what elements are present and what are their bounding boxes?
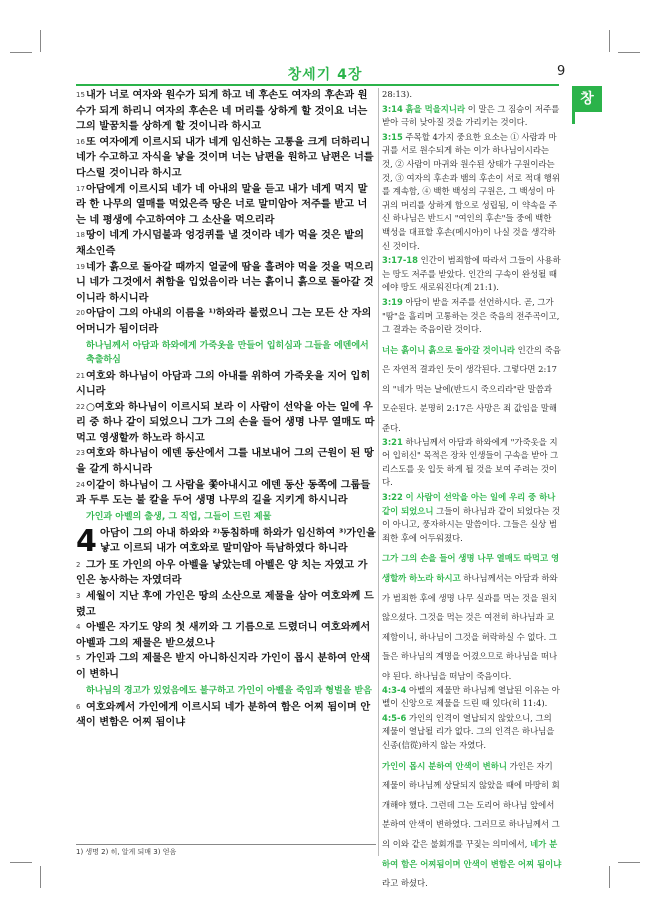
note-text: 가인의 인격이 열납되지 않았으니, 그의 제물이 열납될 리가 없다. 그의 인격은 하나님을 신종(信從)하지 않는 자였다. (382, 712, 555, 750)
verse (76, 88, 376, 135)
verse (76, 306, 376, 337)
crop-mark (609, 30, 610, 52)
verse-text: 땅이 네게 가시덤불과 엉겅퀴를 낼 것이라 네가 먹을 것은 밭의 채소인즉 (76, 230, 364, 257)
note-reference: 3:15 (382, 131, 403, 142)
verse-text: 또 여자에게 이르시되 내가 네게 임신하는 고통을 크게 더하리니 네가 수고하고 자식을 낳을 것이며 너는 남편을 원하고 남편은 너를 다스릴 것이니라 하시고 (76, 136, 374, 179)
note-text: 28:13). (382, 89, 413, 99)
verse (76, 558, 376, 589)
commentary-note (382, 254, 562, 295)
note-highlight: 그가 그의 손을 들어 생명 나무 열매도 따먹고 영생할까 하노라 하시고 (382, 553, 560, 583)
verse-text: ○여호와 하나님이 이르시되 보라 이 사람이 선악을 아는 일에 우리 중 하나 같이 되었으니 그가 그의 손을 들어 생명 나무 열매도 따먹고 영생할까 하노라 하시고 (76, 401, 375, 444)
commentary-note (382, 296, 562, 337)
note-highlight: 흙을 먹을지니라 (405, 103, 466, 114)
commentary-note (382, 684, 562, 711)
side-tab-accent (572, 112, 575, 124)
section-heading: 하나님의 경고가 있었음에도 불구하고 가인이 아벨을 죽임과 형벌을 받음 (86, 685, 372, 696)
note-text: 인간이 범죄함에 따라서 그들이 사용하는 땅도 저주를 받았다. 인간의 구속이 완성될 때에야 땅도 새로워진다(계 21:1). (382, 255, 561, 293)
verse-number: 19 (76, 262, 85, 271)
column-divider (378, 88, 379, 856)
verse (76, 620, 376, 651)
verse-text: 세월이 지난 후에 가인은 땅의 소산으로 제물을 삼아 여호와께 드렸고 (76, 591, 374, 618)
note-highlight: 네가 분하여 함은 어찌됨이며 안색이 변함은 어찌 됨이냐 (382, 838, 562, 869)
commentary-note (382, 553, 559, 681)
verse (76, 400, 376, 447)
note-highlight: 이 사람이 선악을 아는 일에 우리 중 하나 같이 되었으니 (382, 492, 556, 516)
verse (76, 369, 376, 400)
crop-mark (10, 52, 32, 53)
verse (76, 228, 376, 259)
note-highlight: 가인이 몹시 분하여 안색이 변하니 (382, 760, 507, 771)
note-reference: 3:17-18 (382, 255, 418, 266)
note-text: 라고 하셨다. (382, 878, 428, 889)
book-side-tab: 창 (572, 86, 602, 112)
note-reference: 3:21 (382, 436, 403, 447)
verse-text: 내가 너로 여자와 원수가 되게 하고 네 후손도 여자의 후손과 원수가 되게 하리니 여자의 후손은 네 머리를 상하게 할 것이요 너는 그의 발꿈치를 상하게 할 것이니라 하시고 (76, 90, 368, 133)
note-highlight: 너는 흙이니 흙으로 돌아갈 것이니라 (382, 344, 516, 355)
verse-number: 21 (76, 371, 85, 380)
crop-mark (40, 30, 41, 52)
note-reference: 4:3-4 (382, 684, 407, 695)
verse-text: 아담이 그의 아내 하와와 ²⁾동침하매 하와가 임신하여 ³⁾가인을 낳고 이르되 내가 여호와로 말미암아 득남하였다 하니라 (100, 527, 376, 555)
commentary-note (382, 88, 562, 102)
verse-text: 이같이 하나님이 그 사람을 쫓아내시고 에덴 동산 동쪽에 그룹들과 두루 도는 불 칼을 두어 생명 나무의 길을 지키게 하시니라 (76, 479, 371, 507)
footnote: 1) 생명 2) 히, 알게 되매 3) 얻음 (76, 844, 376, 857)
crop-mark (40, 866, 41, 888)
note-text: 아담이 받을 저주를 선언하시다. 곧, 그가 "땀"을 흘리며 고통하는 것은 죽음의 전주곡이고, 그 결과는 죽음이란 것이다. (382, 296, 560, 335)
commentary-column (382, 88, 562, 891)
verse-number: 18 (76, 231, 85, 240)
verse-number: 4 (76, 623, 81, 632)
note-text: 주목할 4가지 중요한 요소는 ① 사람과 마귀를 서로 원수되게 하는 이가 하나님이시라는 것, ② 사람이 마귀와 원수된 상태가 구원이라는 것, ③ 여자의 후손과 뱀의 후손이 서로 적대 행위를 계속함, ④ 백한 백성의 구원은, 그 백성이 마귀의 머리를 상하게 함으로 성립됨, 이 약속을 주신 하나님은 반드시 "여인의 후손"들 중에 백한 백성을 대표할 후손(메시아)이 나실 것을 생각하신 것이다. (382, 131, 560, 251)
note-text: 하나님께서는 아담과 하와가 범죄한 후에 생명 나무 실과를 먹는 것을 원치 않으셨다. 그것을 먹는 것은 여전히 하나님과 교제함이니, 하나님이 그것을 허락하실 수 없다. 그들은 하나님의 계명을 어겼으므로 하나님을 떠나야 된다. 하나님을 떠남이 죽음이다. (382, 573, 558, 681)
verse-text: 네가 흙으로 돌아갈 때까지 얼굴에 땀을 흘려야 먹을 것을 먹으리니 네가 그것에서 취함을 입었음이라 너는 흙이니 흙으로 돌아갈 것이니라 하시니라 (76, 261, 374, 304)
verse-number: 5 (76, 654, 81, 663)
crop-mark (618, 862, 640, 863)
section-heading: 하나님께서 아담과 하와에게 가죽옷을 만들어 입히심과 그들을 에덴에서 축출하심 (86, 340, 369, 365)
verse-number: 3 (76, 592, 81, 601)
scripture-column (76, 88, 376, 731)
verse-text: 아담에게 이르시되 네가 네 아내의 말을 듣고 내가 네게 먹지 말라 한 나무의 열매를 먹었은즉 땅은 너로 말미암아 저주를 받고 너는 네 평생에 수고하여야 그 소산을 먹으리라 (76, 183, 368, 226)
verse-number: 16 (76, 137, 85, 146)
note-reference: 4:5-6 (382, 712, 407, 723)
commentary-note (382, 345, 561, 433)
page-header (0, 64, 650, 86)
crop-mark (618, 52, 640, 53)
crop-mark (10, 862, 32, 863)
verse (76, 446, 376, 477)
verse (100, 526, 376, 557)
verse-text: 아벨은 자기도 양의 첫 새끼와 그 기름으로 드렸더니 여호와께서 아벨과 그의 제물은 받으셨으나 (76, 622, 371, 649)
commentary-note (382, 491, 562, 545)
verse-number: 2 (76, 560, 81, 569)
header-rule (76, 84, 559, 86)
verse-number: 22 (76, 402, 85, 411)
note-text: 하나님께서 아담과 하와에게 "가죽옷을 지어 입히신" 목적은 장차 인생들이 구속을 받아 그리스도를 옷 입듯 하게 될 것을 보여 주려는 것이다. (382, 436, 559, 488)
note-text: 가인은 자기 제물이 하나님께 상달되지 않았을 때에 마땅히 회개해야 했다. 그런데 그는 도리어 하나님 앞에서 분하여 안색이 변하였다. 그러므로 하나님께서 그의 이와 같은 불회개를 꾸짖는 의미에서, (382, 760, 560, 849)
commentary-note (382, 761, 560, 849)
crop-mark (609, 866, 610, 888)
verse-text: 여호와 하나님이 에덴 동산에서 그를 내보내어 그의 근원이 된 땅을 갈게 하시니라 (76, 448, 374, 476)
note-reference: 3:19 (382, 296, 403, 307)
chapter-number: 4 (76, 523, 97, 559)
commentary-note (382, 131, 562, 253)
page-number: 9 (557, 64, 566, 79)
verse-text: 가인과 그의 제물은 받지 아니하신지라 가인이 몹시 분하여 안색이 변하니 (76, 653, 371, 680)
note-text: 아벨의 제물만 하나님께 열납된 이유는 아벨이 신앙으로 제물을 드린 때 있다(히 11:4). (382, 684, 560, 709)
section-heading: 가인과 아벨의 출생, 그 직업, 그들이 드린 제물 (86, 511, 272, 522)
verse-number: 20 (76, 309, 85, 318)
note-text: 인간의 죽음은 자연적 결과인 듯이 생각된다. 그렇다면 2:17의 "네가 먹는 날에(반드시 죽으리라"란 말씀과 모순된다. 분명히 2:17은 사망은 죄 값임을 말해 준다. (382, 344, 561, 434)
verse (76, 182, 376, 229)
note-reference: 3:14 (382, 103, 403, 114)
verse-text: 아담이 그의 아내의 이름을 ¹⁾하와라 불렀으니 그는 모든 산 자의 어머니가 됨이더라 (76, 308, 372, 335)
commentary-note (382, 712, 562, 753)
note-text: 이 말은 그 짐승이 저주를 받아 극히 낮아질 것을 가리키는 것이다. (382, 103, 560, 128)
commentary-note (382, 436, 562, 490)
chapter-title: 창세기 4장 (287, 67, 363, 83)
verse-text: 여호와 하나님이 아담과 그의 아내를 위하여 가죽옷을 지어 입히시니라 (76, 370, 371, 398)
verse-number: 15 (76, 91, 85, 99)
verse (76, 478, 376, 509)
commentary-note (382, 103, 562, 130)
note-reference: 3:22 (382, 492, 403, 503)
verse-text: 그가 또 가인의 아우 아벨을 낳았는데 아벨은 양 치는 자였고 가인은 농사하는 자였더라 (76, 559, 368, 587)
verse-text: 여호와께서 가인에게 이르시되 네가 분하여 함은 어찌 됨이며 안색이 변함은 어찌 됨이냐 (76, 701, 371, 729)
verse-number: 24 (76, 480, 85, 489)
verse-number: 23 (76, 449, 85, 458)
note-text: 그들이 하나님과 같이 되었다는 것이 아니고, 풍자하시는 말씀이다. 그들은 실상 범죄한 후에 어두워졌다. (382, 505, 561, 543)
chapter-start (76, 523, 376, 559)
verse (76, 260, 376, 307)
verse (76, 135, 376, 182)
verse-number: 17 (76, 184, 85, 193)
verse-number: 6 (76, 702, 81, 711)
verse (76, 651, 376, 682)
verse (76, 589, 376, 620)
verse (76, 700, 376, 731)
